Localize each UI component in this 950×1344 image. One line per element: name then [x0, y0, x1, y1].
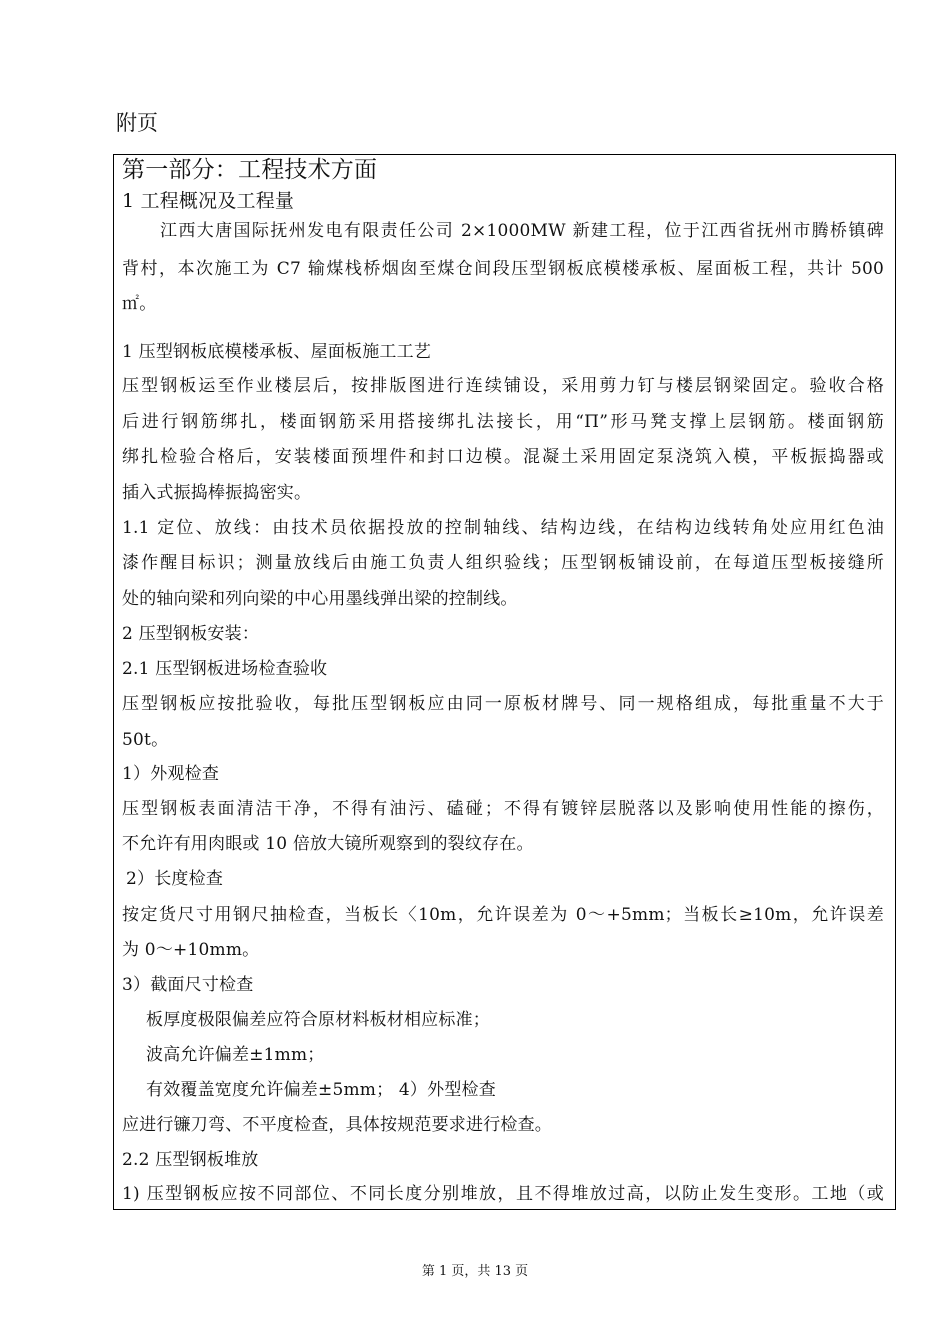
page-footer: 第 1 页，共 13 页: [421, 1264, 529, 1279]
install-title: 2 压型钢板安装：: [122, 624, 260, 644]
process-line: 绑扎检验合格后，安装楼面预埋件和封口边模。混凝土采用固定泵浇筑入模，平板振捣器或: [122, 447, 884, 467]
overview-line: ㎡。: [122, 294, 157, 314]
inspect-line: 压型钢板应按批验收，每批压型钢板应由同一原板材牌号、同一规格组成，每批重量不大于: [122, 694, 884, 714]
appearance-title: 1）外观检查: [122, 764, 220, 784]
process-line: 插入式振捣棒振捣密实。: [122, 483, 312, 503]
positioning-line: 漆作醒目标识；测量放线后由施工负责人组织验线；压型钢板铺设前，在每道压型板接缝所: [122, 553, 884, 573]
section-size-item: 板厚度极限偏差应符合原材料板材相应标准；: [146, 1010, 490, 1030]
section-size-item: 有效覆盖宽度允许偏差±5mm； 4）外型检查: [146, 1080, 496, 1100]
content-frame: [113, 154, 896, 1210]
process-title: 1 压型钢板底模楼承板、屋面板施工工艺: [122, 342, 432, 362]
inspect-title: 2.1 压型钢板进场检查验收: [122, 659, 328, 679]
part-title: 第一部分：工程技术方面: [122, 157, 378, 183]
overview-line: 背村，本次施工为 C7 输煤栈桥烟囱至煤仓间段压型钢板底模楼承板、屋面板工程，共计 500: [122, 259, 884, 279]
section-title-overview: 1 工程概况及工程量: [122, 190, 295, 212]
stack-line: 1) 压型钢板应按不同部位、不同长度分别堆放，且不得堆放过高，以防止发生变形。工地（或: [122, 1184, 884, 1204]
length-line: 为 0～+10mm。: [122, 940, 260, 960]
process-line: 压型钢板运至作业楼层后，按排版图进行连续铺设，采用剪力钉与楼层钢梁固定。验收合格: [122, 376, 884, 396]
positioning-line: 处的轴向梁和列向梁的中心用墨线弹出梁的控制线。: [122, 589, 518, 609]
section-size-title: 3）截面尺寸检查: [122, 975, 254, 995]
length-title: 2）长度检查: [126, 869, 224, 889]
positioning-line: 1.1 定位、放线：由技术员依据投放的控制轴线、结构边线，在结构边线转角处应用红色油: [122, 518, 884, 538]
shape-line: 应进行镰刀弯、不平度检查，具体按规范要求进行检查。: [122, 1115, 552, 1135]
process-line: 后进行钢筋绑扎，楼面钢筋采用搭接绑扎法接长，用“Π”形马凳支撑上层钢筋。楼面钢筋: [122, 412, 884, 432]
appearance-line: 压型钢板表面清洁干净，不得有油污、磕碰；不得有镀锌层脱落以及影响使用性能的擦伤，: [122, 799, 884, 819]
length-line: 按定货尺寸用钢尺抽检查，当板长〈10m，允许误差为 0～+5mm；当板长≥10m，允许误差: [122, 905, 884, 925]
page-header: 附页: [116, 111, 158, 135]
section-size-item: 波高允许偏差±1mm；: [146, 1045, 325, 1065]
appearance-line: 不允许有用肉眼或 10 倍放大镜所观察到的裂纹存在。: [122, 834, 534, 854]
overview-line: 江西大唐国际抚州发电有限责任公司 2×1000MW 新建工程，位于江西省抚州市腾桥镇碑: [160, 221, 884, 241]
stack-title: 2.2 压型钢板堆放: [122, 1150, 259, 1170]
inspect-line: 50t。: [122, 730, 169, 750]
